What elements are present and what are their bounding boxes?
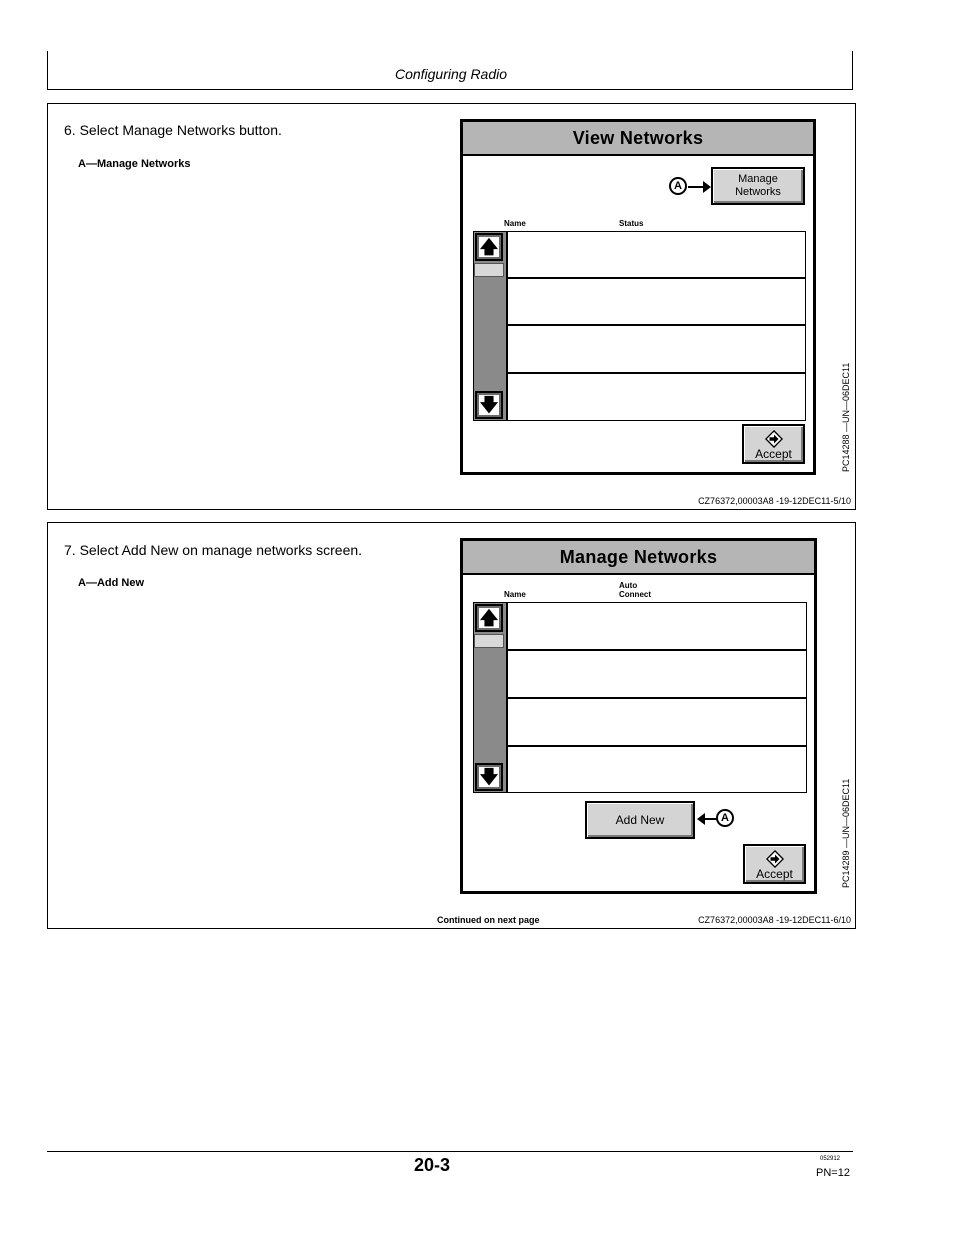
arrow-down-icon[interactable]: 🡇 xyxy=(475,763,503,791)
accept-icon xyxy=(765,430,783,448)
arrow-up-icon[interactable]: 🡅 xyxy=(475,233,503,261)
reference-code: CZ76372,00003A8 -19-12DEC11-5/10 xyxy=(698,496,851,506)
callout-arrow xyxy=(703,818,717,820)
manage-networks-screen xyxy=(460,538,817,894)
add-new-button[interactable]: Add New xyxy=(585,801,695,839)
step-6-section xyxy=(47,103,856,510)
arrow-down-icon[interactable]: 🡇 xyxy=(475,391,503,419)
accept-button[interactable] xyxy=(742,424,805,464)
row-divider xyxy=(506,649,806,651)
view-networks-screen xyxy=(460,119,816,475)
step-7-text: 7. Select Add New on manage networks screen. xyxy=(64,542,363,558)
row-divider xyxy=(506,745,806,747)
pn-code: PN=12 xyxy=(816,1167,850,1179)
reference-code: CZ76372,00003A8 -19-12DEC11-6/10 xyxy=(698,915,851,925)
accept-button[interactable] xyxy=(743,844,806,884)
scroll-thumb[interactable] xyxy=(474,263,504,277)
scroll-thumb[interactable] xyxy=(474,634,504,648)
accept-icon xyxy=(766,850,784,868)
header-title: Configuring Radio xyxy=(394,66,508,82)
column-auto-connect-header: Auto Connect xyxy=(619,581,651,599)
network-list xyxy=(473,231,806,421)
figure-id: PC14289 —UN—06DEC11 xyxy=(841,778,851,888)
callout-arrowhead xyxy=(703,181,711,193)
row-divider xyxy=(506,277,805,279)
column-name-header: Name xyxy=(504,590,526,599)
arrow-up-icon[interactable]: 🡅 xyxy=(475,604,503,632)
callout-a: A xyxy=(669,177,687,195)
row-divider xyxy=(506,372,805,374)
step-7-section xyxy=(47,522,856,929)
step-6-legend: A—Manage Networks xyxy=(78,158,191,170)
callout-a: A xyxy=(716,809,734,827)
footer-rule xyxy=(47,1151,853,1152)
step-7-legend: A—Add New xyxy=(78,577,144,589)
column-status-header: Status xyxy=(619,219,644,228)
continued-note: Continued on next page xyxy=(437,915,540,925)
accept-label: Accept xyxy=(756,867,793,881)
screen-title: View Networks xyxy=(463,122,813,156)
accept-label: Accept xyxy=(755,447,792,461)
screen-title: Manage Networks xyxy=(463,541,814,575)
manage-networks-button[interactable]: Manage Networks xyxy=(711,167,805,205)
running-header xyxy=(47,51,853,90)
scrollbar[interactable] xyxy=(474,603,508,792)
column-name-header: Name xyxy=(504,219,526,228)
row-divider xyxy=(506,324,805,326)
figure-id: PC14288 —UN—06DEC11 xyxy=(841,362,851,472)
step-6-text: 6. Select Manage Networks button. xyxy=(64,122,282,138)
date-code: 052912 xyxy=(820,1156,841,1162)
scrollbar[interactable] xyxy=(474,232,508,420)
network-list xyxy=(473,602,807,793)
page-number: 20-3 xyxy=(414,1155,451,1175)
row-divider xyxy=(506,697,806,699)
